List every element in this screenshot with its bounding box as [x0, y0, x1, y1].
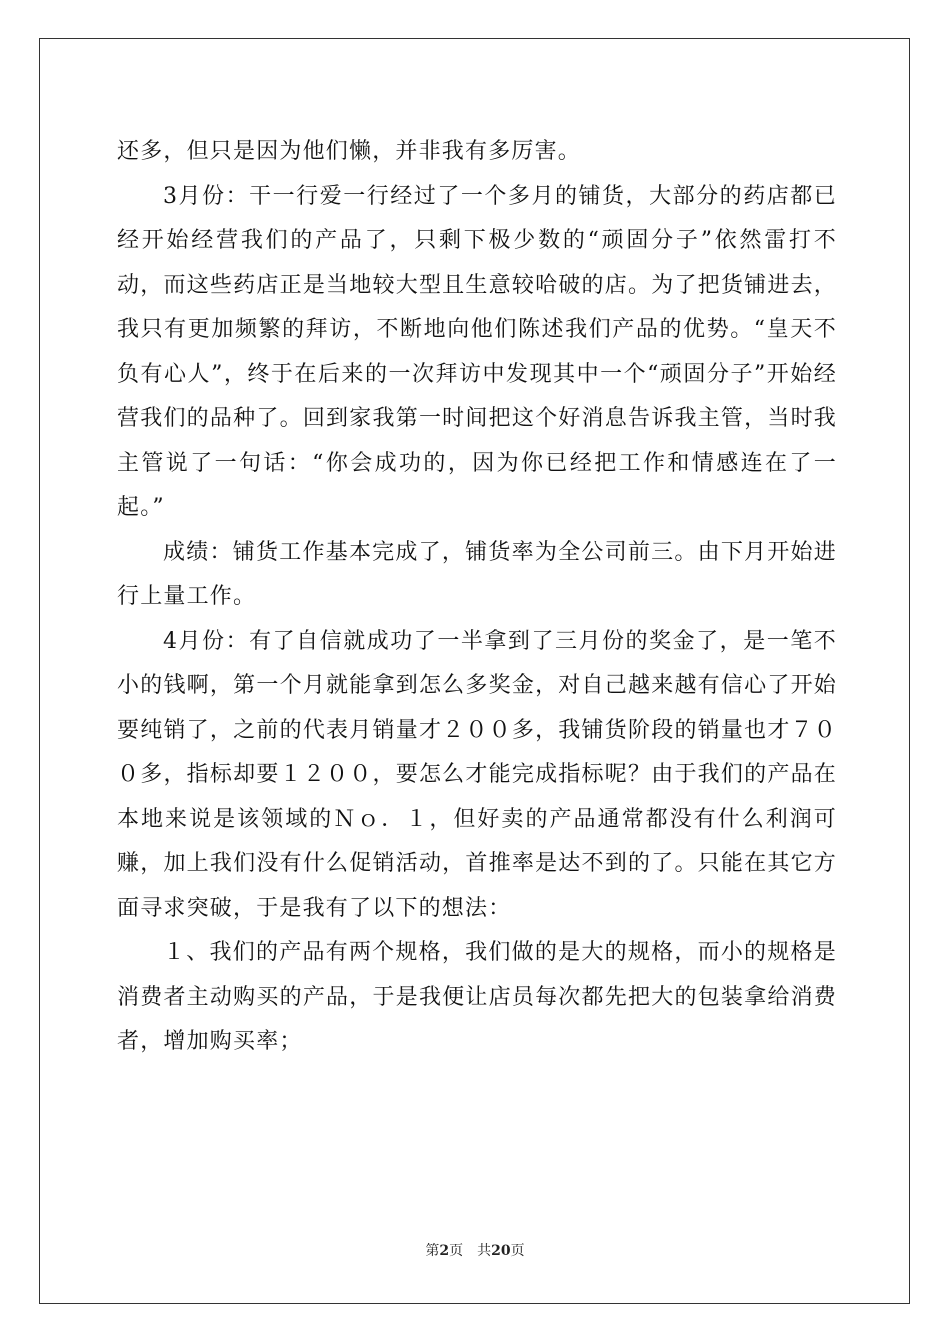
paragraph-1: 还多，但只是因为他们懒，并非我有多厉害。 — [117, 139, 582, 164]
paragraph-4: 4月份：有了自信就成功了一半拿到了三月份的奖金了，是一笔不小的钱啊，第一个月就能拿到怎么多奖金，对自己越来越有信心了开始要纯销了，之前的代表月销量才２００多，我铺货阶段的销量也才７００多，指标却要１２００，要怎么才能完成指标呢？由于我们的产品在本地来说是该领域的Ｎｏ．１，但好卖的产品通常都没有什么利润可赚，加上我们没有什么促销活动，首推率是达不到的了。只能在其它方面寻求突破，于是我有了以下的想法： — [117, 628, 837, 921]
page-suffix: 页 — [510, 1243, 525, 1259]
page-total: 20 — [491, 1243, 511, 1259]
document-body — [117, 130, 837, 1065]
paragraph-5: １、我们的产品有两个规格，我们做的是大的规格，而小的规格是消费者主动购买的产品，于是我便让店员每次都先把大的包装拿给消费者，增加购买率； — [117, 940, 837, 1054]
paragraph-3: 成绩：铺货工作基本完成了，铺货率为全公司前三。由下月开始进行上量工作。 — [117, 539, 837, 609]
page-prefix: 第 — [425, 1243, 440, 1259]
page-current: 2 — [439, 1243, 450, 1259]
page-footer — [0, 1240, 950, 1260]
paragraph-2: 3月份：干一行爱一行经过了一个多月的铺货，大部分的药店都已经开始经营我们的产品了，只剩下极少数的“顽固分子”依然雷打不动，而这些药店正是当地较大型且生意较哈破的店。为了把货铺进去，我只有更加频繁的拜访，不断地向他们陈述我们产品的优势。“皇天不负有心人”，终于在后来的一次拜访中发现其中一个“顽固分子”开始经营我们的品种了。回到家我第一时间把这个好消息告诉我主管，当时我主管说了一句话：“你会成功的，因为你已经把工作和情感连在了一起。” — [117, 183, 837, 520]
page-mid: 页 共 — [449, 1243, 492, 1259]
